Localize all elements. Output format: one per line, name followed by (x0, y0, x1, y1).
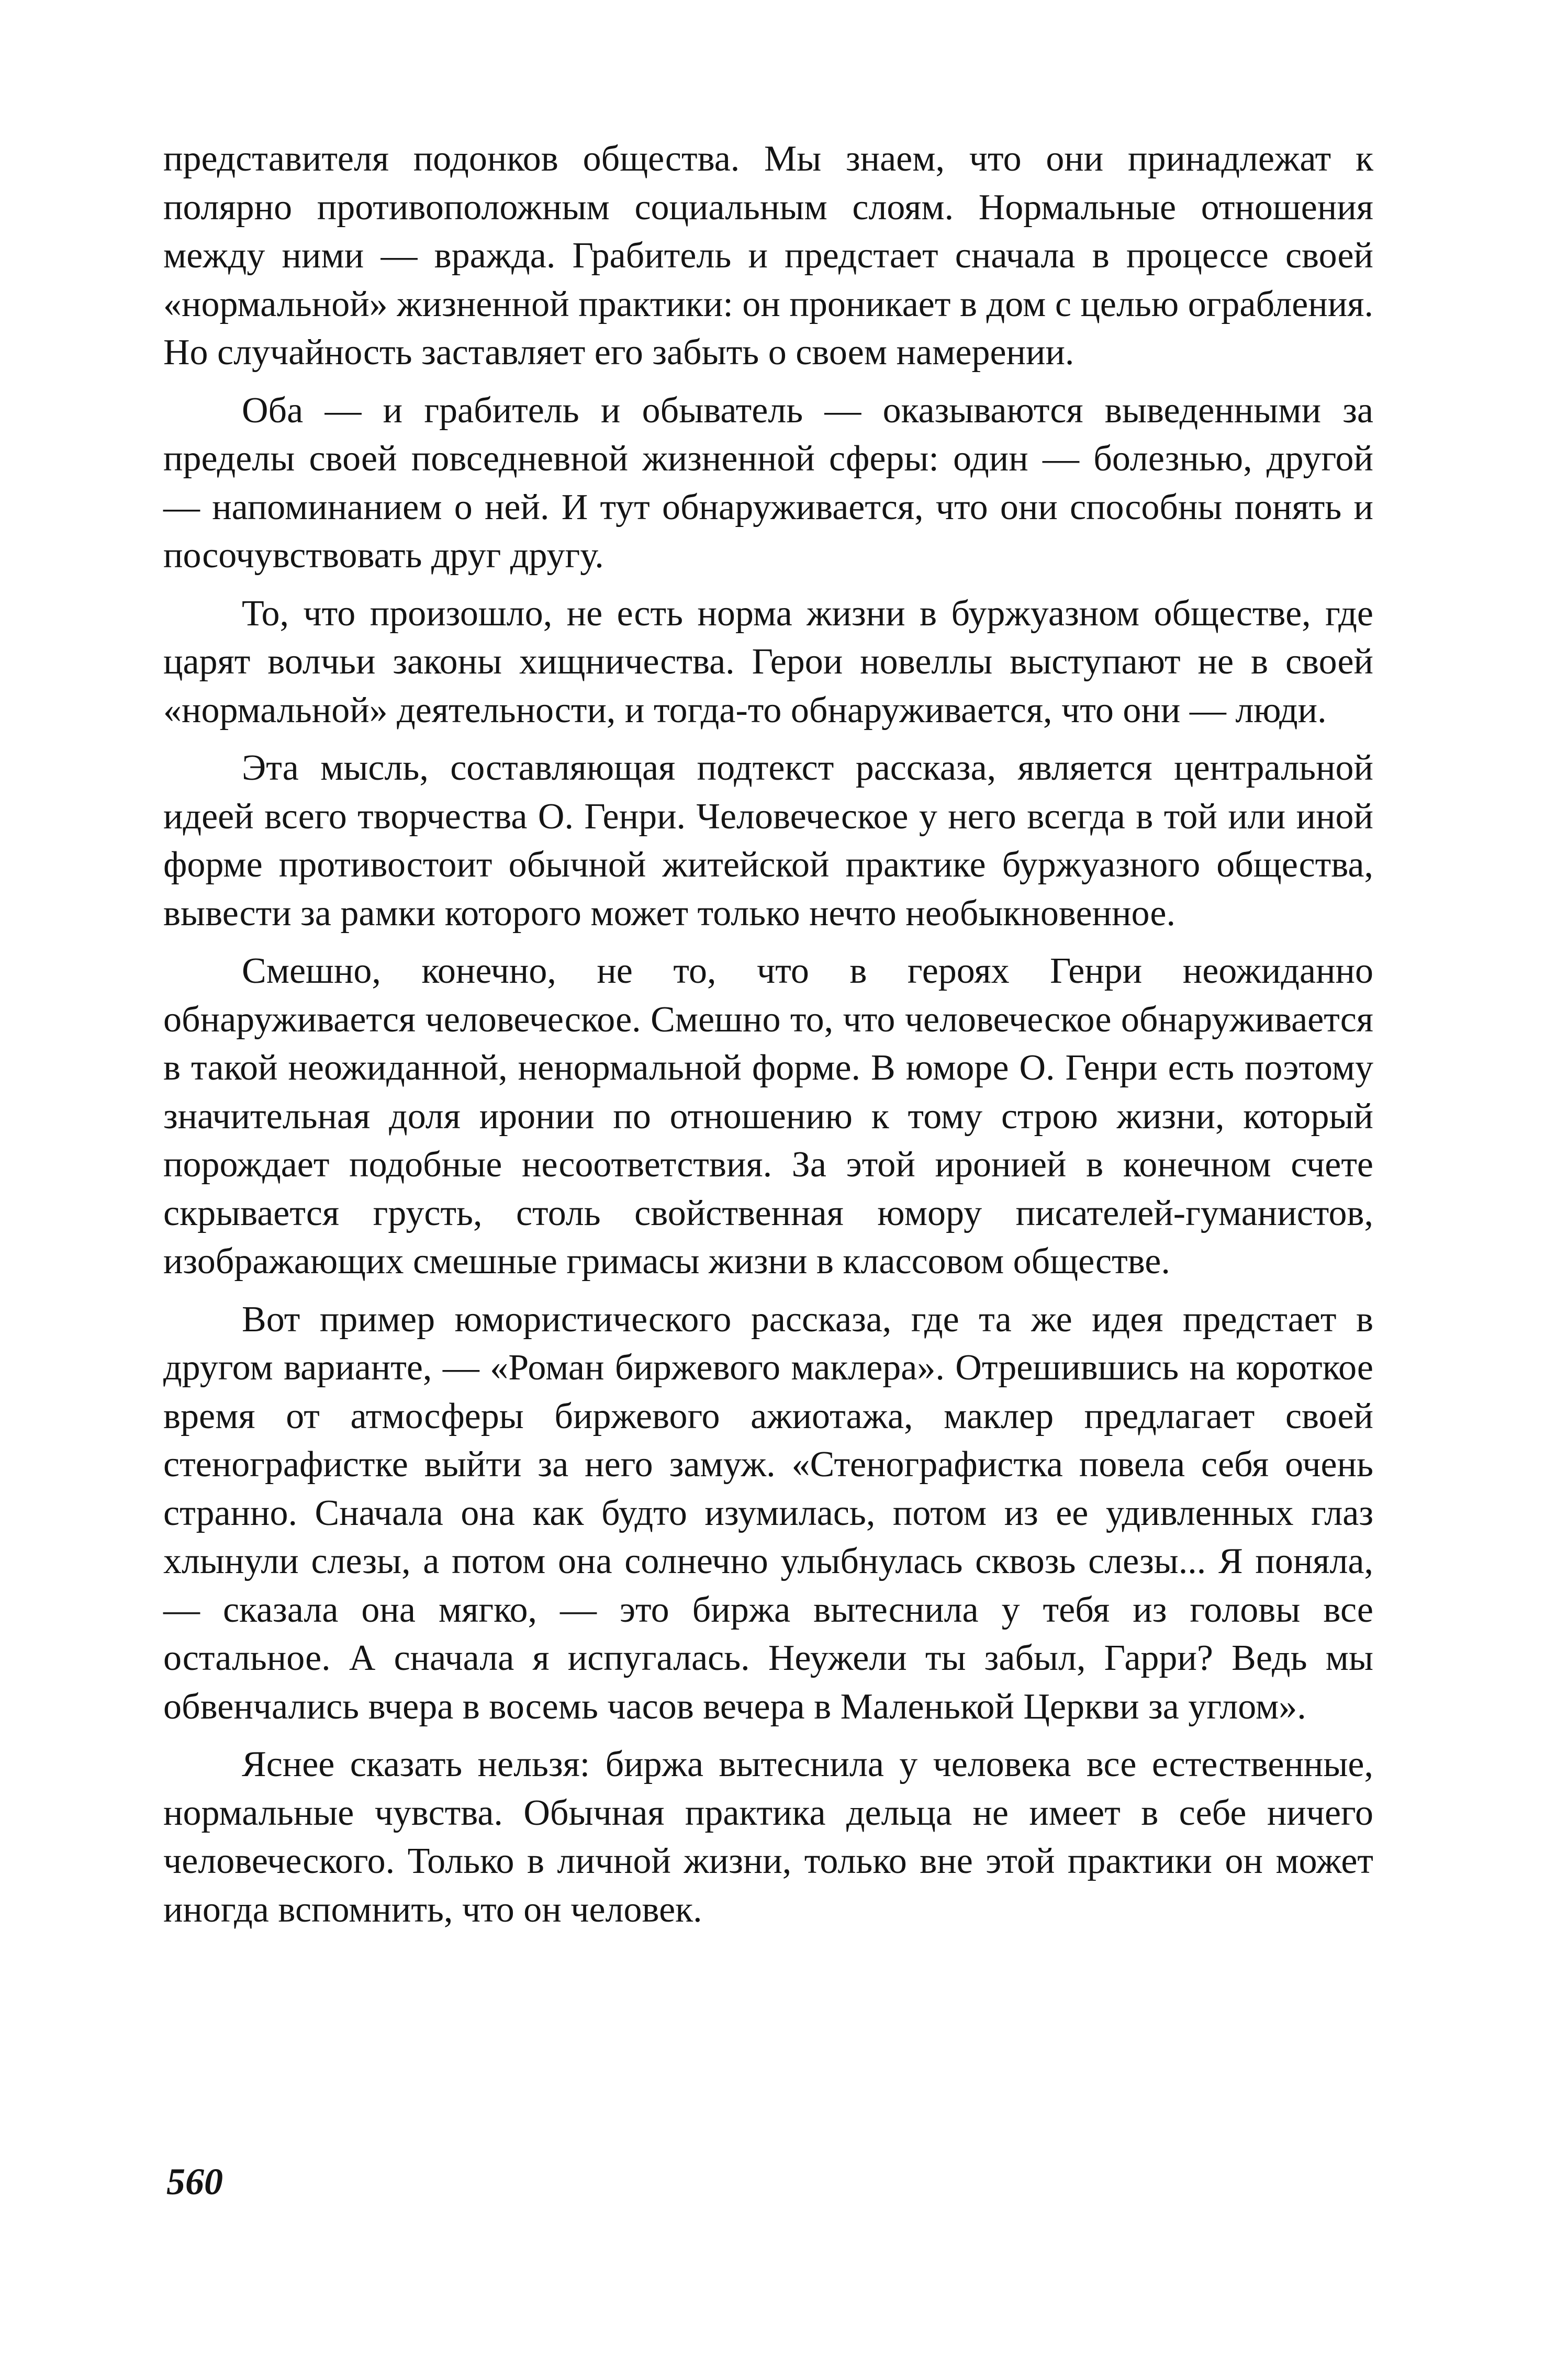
paragraph: Яснее сказать нельзя: биржа вытеснила у человека все естественные, нормальные чувства. Обычная практика дельца не имеет в себе ничего человеческого. Только в личной жизни, только вне этой практики он может иногда вспомнить, что он человек. (163, 1744, 1373, 1930)
body-text (163, 135, 1373, 1934)
paragraph: Вот пример юмористического рассказа, где та же идея предстает в другом варианте, — «Роман биржевого маклера». Отрешившись на короткое время от атмосферы биржевого ажиотажа, маклер предлагает своей стенографистке выйти за него замуж. «Стенографистка повела себя очень странно. Сначала она как будто изумилась, потом из ее удивленных глаз хлынули слезы, а потом она солнечно улыбнулась сквозь слезы... Я поняла, — сказала она мягко, — это биржа вытеснила у тебя из головы все остальное. А сначала я испугалась. Неужели ты забыл, Гарри? Ведь мы обвенчались вчера в восемь часов вечера в Маленькой Церкви за углом». (163, 1299, 1373, 1727)
paragraph: Смешно, конечно, не то, что в героях Генри неожиданно обнаруживается человеческое. Смешно то, что человеческое обнаруживается в такой неожиданной, ненормальной форме. В юморе О. Генри есть поэтому значительная доля иронии по отношению к тому строю жизни, который порождает подобные несоответствия. За этой иронией в конечном счете скрывается грусть, столь свойственная юмору писателей-гуманистов, изображающих смешные гримасы жизни в классовом обществе. (163, 951, 1373, 1282)
paragraph-continued: представителя подонков общества. Мы знаем, что они принадлежат к полярно противоположным социальным слоям. Нормальные отношения между ними — вражда. Грабитель и предстает сначала в процессе своей «нормальной» жизненной практики: он проникает в дом с целью ограбления. Но случайность заставляет его забыть о своем намерении. (163, 139, 1373, 373)
page-number: 560 (166, 2161, 223, 2203)
paragraph: Эта мысль, составляющая подтекст рассказа, является центральной идеей всего творчества О. Генри. Человеческое у него всегда в той или иной форме противостоит обычной житейской практике буржуазного общества, вывести за рамки которого может только нечто необыкновенное. (163, 748, 1373, 934)
paragraph: Оба — и грабитель и обыватель — оказываются выведенными за пределы своей повседневной жизненной сферы: один — болезнью, другой — напоминанием о ней. И тут обнаруживается, что они способны понять и посочувствовать друг другу. (163, 390, 1373, 576)
paragraph: То, что произошло, не есть норма жизни в буржуазном обществе, где царят волчьи законы хищничества. Герои новеллы выступают не в своей «нормальной» деятельности, и тогда-то обнаруживается, что они — люди. (163, 593, 1373, 731)
